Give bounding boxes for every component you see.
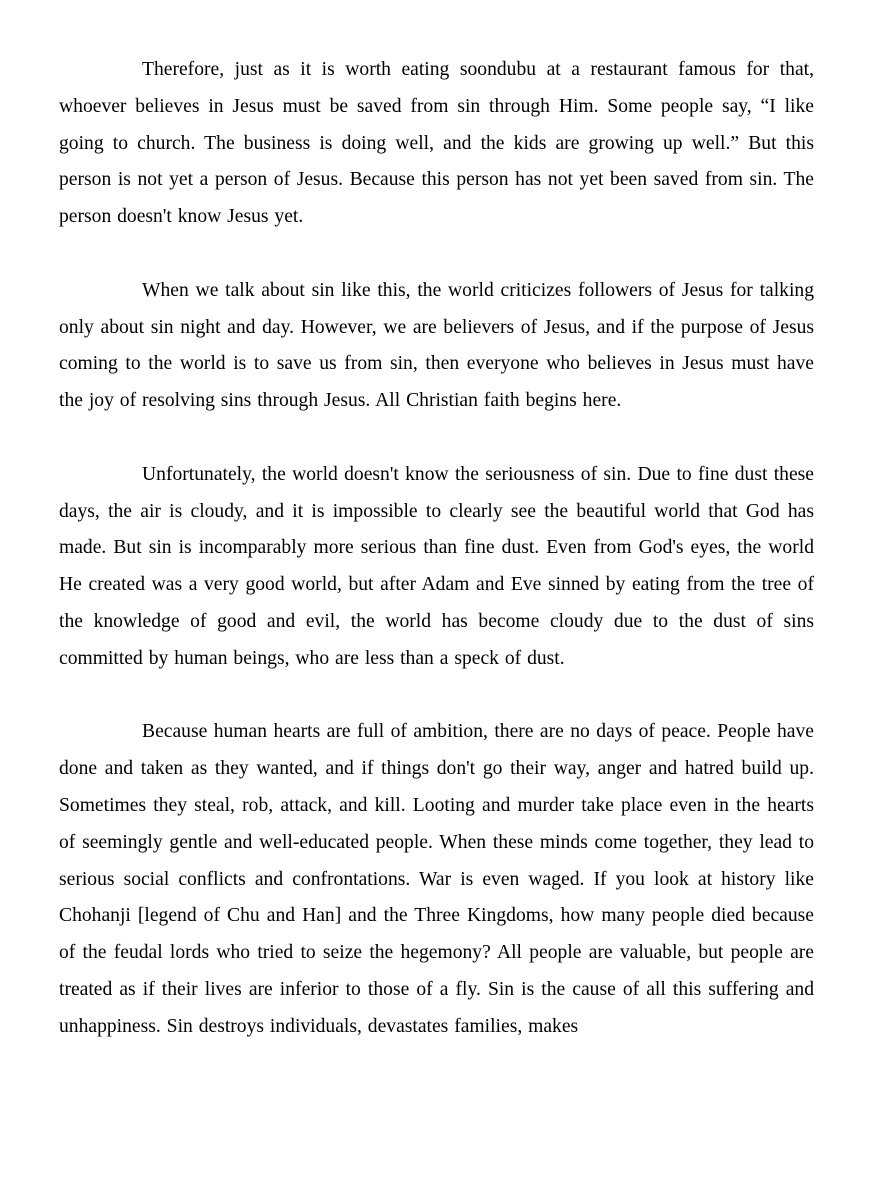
document-page: [59, 52, 814, 1046]
paragraph-2: When we talk about sin like this, the world criticizes followers of Jesus for talking only about sin night and day. However, we are believers of Jesus, and if the purpose of Jesus coming to the world is to save us from sin, then everyone who believes in Jesus must have the joy of resolving sins through Jesus. All Christian faith begins here.: [59, 279, 814, 412]
paragraph-1: Therefore, just as it is worth eating soondubu at a restaurant famous for that, whoever believes in Jesus must be saved from sin through Him. Some people say, “I like going to church. The business is doing well, and the kids are growing up well.” But this person is not yet a person of Jesus. Because this person has not yet been saved from sin. The person doesn't know Jesus yet.: [59, 59, 814, 228]
paragraph-4: Because human hearts are full of ambition, there are no days of peace. People have done and taken as they wanted, and if things don't go their way, anger and hatred build up. Sometimes they steal, rob, attack, and kill. Looting and murder take place even in the hearts of seemingly gentle and well-educated people. When these minds come together, they lead to serious social conflicts and confrontations. War is even waged. If you look at history like Chohanji [legend of Chu and Han] and the Three Kingdoms, how many people died because of the feudal lords who tried to seize the hegemony? All people are valuable, but people are treated as if their lives are inferior to those of a fly. Sin is the cause of all this suffering and unhappiness. Sin destroys individuals, devastates families, makes: [59, 721, 814, 1037]
paragraph-3: Unfortunately, the world doesn't know the seriousness of sin. Due to fine dust these days, the air is cloudy, and it is impossible to clearly see the beautiful world that God has made. But sin is incomparably more serious than fine dust. Even from God's eyes, the world He created was a very good world, but after Adam and Eve sinned by eating from the tree of the knowledge of good and evil, the world has become cloudy due to the dust of sins committed by human beings, who are less than a speck of dust.: [59, 463, 814, 669]
